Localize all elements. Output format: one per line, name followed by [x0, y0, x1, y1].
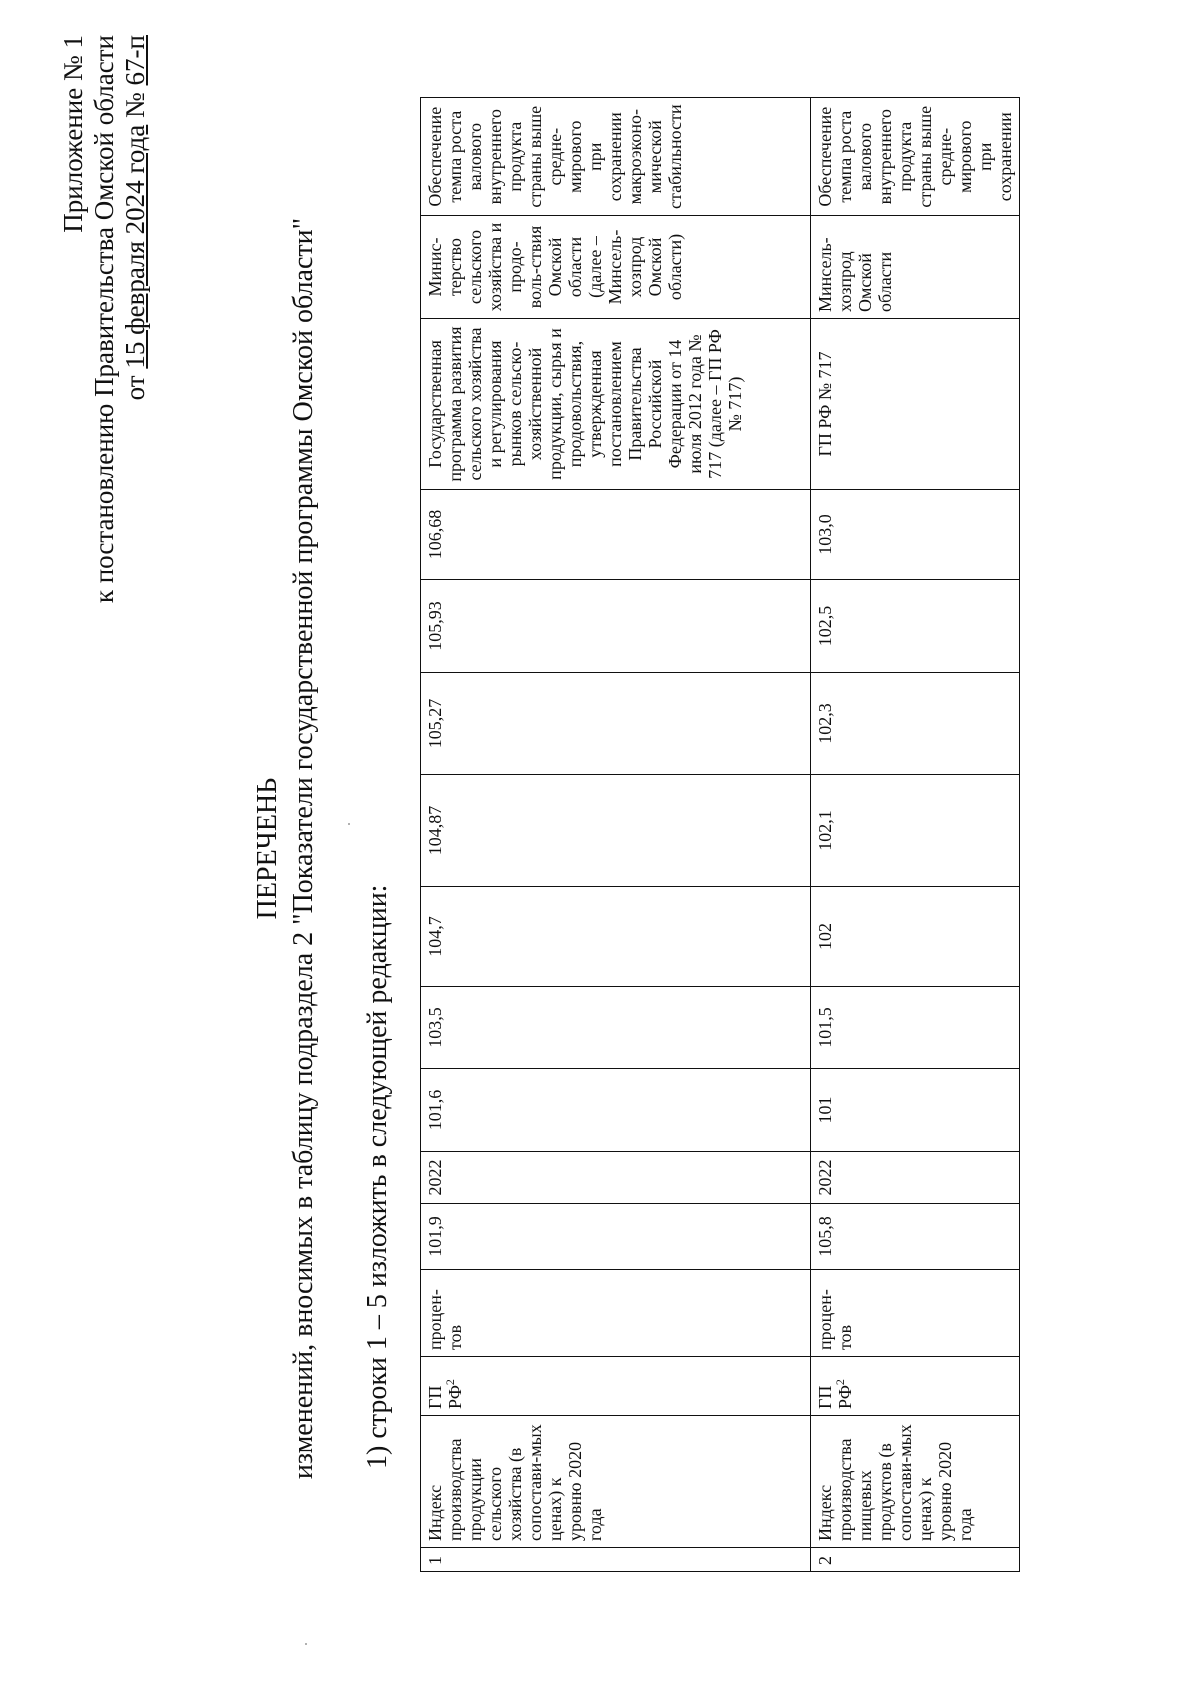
- indicator-level: [421, 1357, 811, 1416]
- responsible-cell: Минсель-хозпрод Омской области: [811, 216, 1020, 319]
- intro-text: 1) строки 1 – 5 изложить в следующей редакции:: [362, 884, 393, 1469]
- document-cell: Государственная программа развития сельского хозяйства и регулирования рынков сельско-хозяйственной продукции, сырья и продовольствия, утвержденная постановлением Правительства Российской Федерации от 14 июля 2012 года № 717 (далее – ГП РФ № 717): [421, 319, 811, 490]
- level-text: ГП РФ: [425, 1385, 465, 1409]
- appendix-header: [58, 35, 151, 603]
- value-3: 104,7: [421, 887, 811, 987]
- appendix-line3: [120, 35, 151, 603]
- appendix-date-prefix: от: [120, 368, 150, 401]
- base-value: 101,9: [421, 1204, 811, 1270]
- value-7: 106,68: [421, 490, 811, 580]
- document-cell: ГП РФ № 717: [811, 319, 1020, 490]
- level-footnote: 2: [443, 1379, 457, 1386]
- value-6: 102,5: [811, 580, 1020, 673]
- appendix-line2: к постановлению Правительства Омской области: [89, 35, 119, 604]
- link-cell: Обеспечение темпа роста валового внутреннего продукта страны выше средне-мирового при сохранении макроэконо-мической стабильности: [421, 98, 811, 216]
- value-2: 101,5: [811, 987, 1020, 1069]
- value-4: 104,87: [421, 775, 811, 887]
- indicators-table: [420, 97, 1020, 1572]
- appendix-number: 67-п: [120, 35, 150, 86]
- value-2: 103,5: [421, 987, 811, 1069]
- responsible-cell: Минис-терство сельского хозяйства и продо-воль-ствия Омской области (далее – Минсель-хозпрод Омской области): [421, 216, 811, 319]
- scan-speck: [305, 1643, 307, 1645]
- base-value: 105,8: [811, 1204, 1020, 1270]
- appendix-number-prefix: №: [120, 85, 150, 125]
- appendix-date: 15 февраля 2024 года: [120, 124, 150, 369]
- appendix-line1: Приложение № 1: [58, 35, 88, 233]
- link-cell: Обеспечение темпа роста валового внутреннего продукта страны выше средне-мирового при сохранении: [811, 98, 1020, 216]
- row-number: 2: [811, 1548, 1020, 1572]
- value-5: 102,3: [811, 673, 1020, 775]
- base-year: 2022: [811, 1152, 1020, 1204]
- value-5: 105,27: [421, 673, 811, 775]
- indicator-name: Индекс производства пищевых продуктов (в сопостави-мых ценах) к уровню 2020 года: [811, 1416, 1020, 1548]
- unit-cell: процен-тов: [811, 1270, 1020, 1357]
- value-1: 101: [811, 1069, 1020, 1152]
- value-6: 105,93: [421, 580, 811, 673]
- indicator-level: [811, 1357, 1020, 1416]
- scan-speck: [348, 823, 350, 825]
- value-3: 102: [811, 887, 1020, 987]
- unit-cell: процен-тов: [421, 1270, 811, 1357]
- table-row: [421, 98, 811, 1572]
- document-subheading: изменений, вносимых в таблицу подраздела 2 "Показатели государственной программы Омской области": [288, 217, 319, 1480]
- table-row: [811, 98, 1020, 1572]
- value-1: 101,6: [421, 1069, 811, 1152]
- document-heading: ПЕРЕЧЕНЬ: [252, 777, 283, 920]
- row-number: 1: [421, 1548, 811, 1572]
- level-footnote: 2: [833, 1379, 847, 1386]
- base-year: 2022: [421, 1152, 811, 1204]
- level-text: ГП РФ: [815, 1385, 855, 1409]
- value-4: 102,1: [811, 775, 1020, 887]
- value-7: 103,0: [811, 490, 1020, 580]
- indicator-name: Индекс производства продукции сельского хозяйства (в сопостави-мых ценах) к уровню 2020 года: [421, 1416, 811, 1548]
